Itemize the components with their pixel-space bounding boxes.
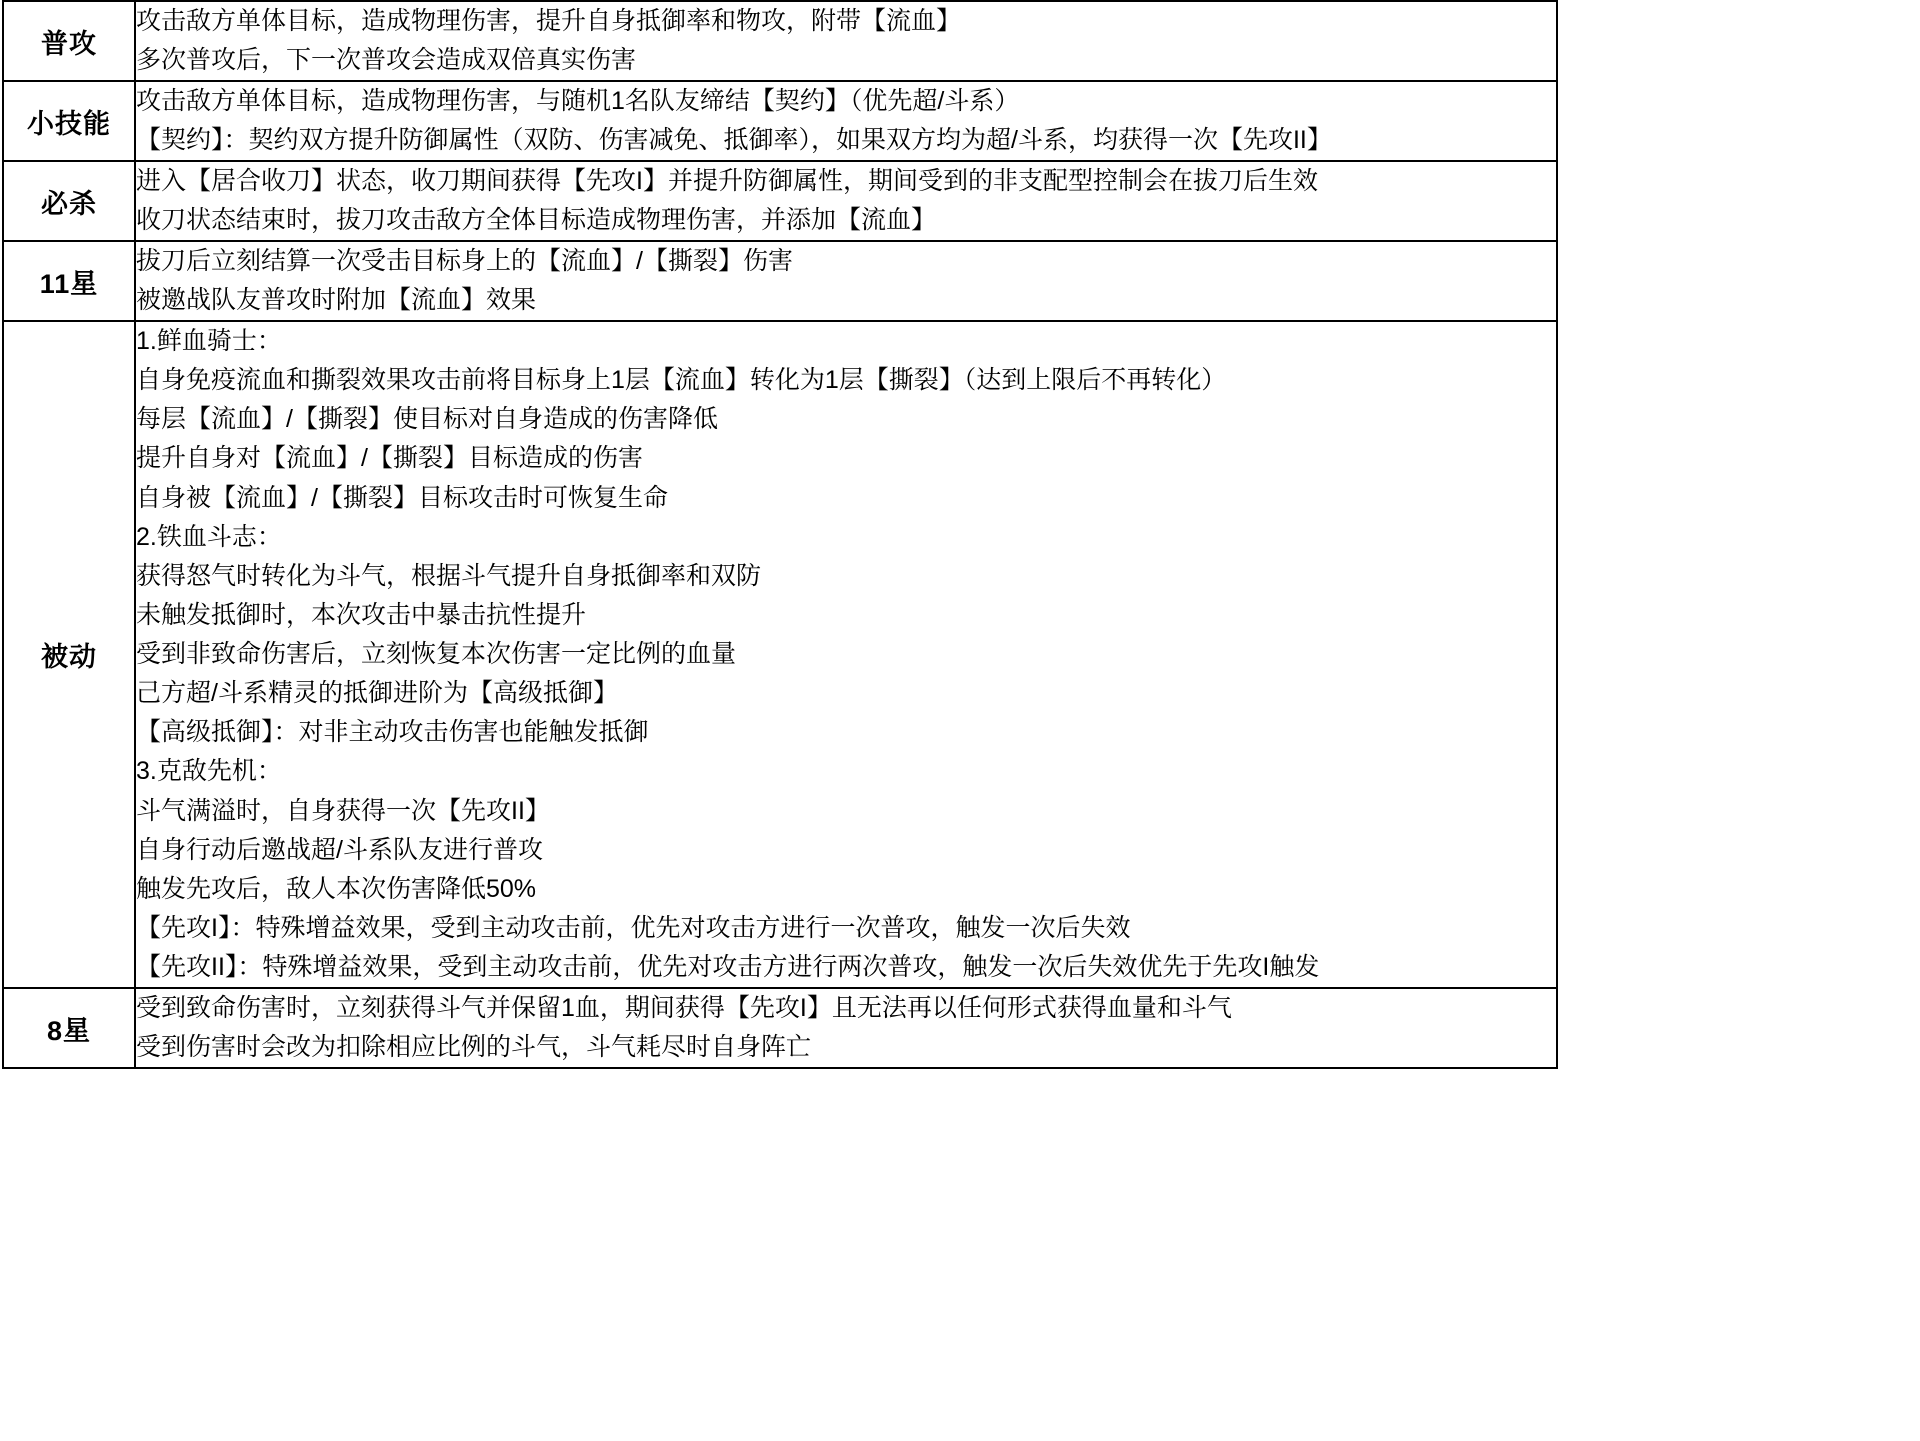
description-line: 未触发抵御时，本次攻击中暴击抗性提升	[136, 600, 587, 629]
description-line: 【高级抵御】：对非主动攻击伤害也能触发抵御	[136, 718, 649, 747]
skill-description-8-star	[135, 988, 1557, 1068]
skill-label-basic-attack: 普攻	[3, 1, 135, 81]
description-line: 多次普攻后，下一次普攻会造成双倍真实伤害	[136, 46, 637, 74]
description-line: 攻击敌方单体目标，造成物理伤害，与随机1名队友缔结【契约】（优先超/斗系）	[136, 87, 1020, 115]
skill-description-basic-attack	[135, 1, 1557, 81]
description-line: 提升自身对【流血】/【撕裂】目标造成的伤害	[136, 444, 643, 473]
skill-label-8-star: 8星	[3, 988, 135, 1068]
description-line: 斗气满溢时，自身获得一次【先攻II】	[136, 796, 550, 825]
table-row	[3, 241, 1557, 321]
description-line: 受到非致命伤害后，立刻恢复本次伤害一定比例的血量	[136, 640, 737, 668]
skill-label-11-star: 11星	[3, 241, 135, 321]
description-line: 每层【流血】/【撕裂】使目标对自身造成的伤害降低	[136, 405, 718, 434]
table-row	[3, 1, 1557, 81]
description-line: 【先攻II】：特殊增益效果，受到主动攻击前，优先对攻击方进行两次普攻，触发一次后失效优先于先攻I触发	[136, 953, 1320, 981]
description-line: 受到伤害时会改为扣除相应比例的斗气，斗气耗尽时自身阵亡	[136, 1033, 812, 1062]
description-line: 受到致命伤害时，立刻获得斗气并保留1血，期间获得【先攻I】且无法再以任何形式获得血量和斗气	[136, 994, 1232, 1023]
description-line: 进入【居合收刀】状态，收刀期间获得【先攻I】并提升防御属性，期间受到的非支配型控制会在拔刀后生效	[136, 167, 1318, 195]
skill-table-body	[3, 1, 1557, 1068]
table-row	[3, 81, 1557, 161]
description-line: 收刀状态结束时，拔刀攻击敌方全体目标造成物理伤害，并添加【流血】	[136, 206, 937, 234]
description-line: 己方超/斗系精灵的抵御进阶为【高级抵御】	[136, 679, 618, 708]
description-line: 【契约】：契约双方提升防御属性（双防、伤害减免、抵御率），如果双方均为超/斗系，均获得一次【先攻II】	[136, 126, 1332, 154]
skill-label-ultimate: 必杀	[3, 161, 135, 241]
skill-description-minor-skill	[135, 81, 1557, 161]
description-line: 1.鲜血骑士：	[136, 327, 282, 355]
description-line: 3.克敌先机：	[136, 757, 282, 786]
description-line: 2.铁血斗志：	[136, 522, 282, 551]
description-line: 被邀战队友普攻时附加【流血】效果	[136, 286, 537, 314]
table-row	[3, 988, 1557, 1068]
description-line: 拔刀后立刻结算一次受击目标身上的【流血】/【撕裂】伤害	[136, 247, 793, 275]
skill-label-passive: 被动	[3, 321, 135, 988]
table-row	[3, 321, 1557, 988]
description-line: 攻击敌方单体目标，造成物理伤害，提升自身抵御率和物攻，附带【流血】	[136, 7, 962, 35]
table-row	[3, 161, 1557, 241]
skill-table	[2, 0, 1558, 1069]
skill-description-11-star	[135, 241, 1557, 321]
description-line: 自身行动后邀战超/斗系队友进行普攻	[136, 835, 543, 864]
skill-label-minor-skill: 小技能	[3, 81, 135, 161]
skill-description-passive	[135, 321, 1557, 988]
description-line: 获得怒气时转化为斗气，根据斗气提升自身抵御率和双防	[136, 561, 762, 590]
description-line: 触发先攻后，敌人本次伤害降低50%	[136, 874, 537, 903]
description-line: 自身免疫流血和撕裂效果攻击前将目标身上1层【流血】转化为1层【撕裂】（达到上限后不再转化）	[136, 366, 1227, 395]
description-line: 【先攻I】：特殊增益效果，受到主动攻击前，优先对攻击方进行一次普攻，触发一次后失效	[136, 913, 1131, 942]
skill-description-ultimate	[135, 161, 1557, 241]
description-line: 自身被【流血】/【撕裂】目标攻击时可恢复生命	[136, 483, 668, 512]
